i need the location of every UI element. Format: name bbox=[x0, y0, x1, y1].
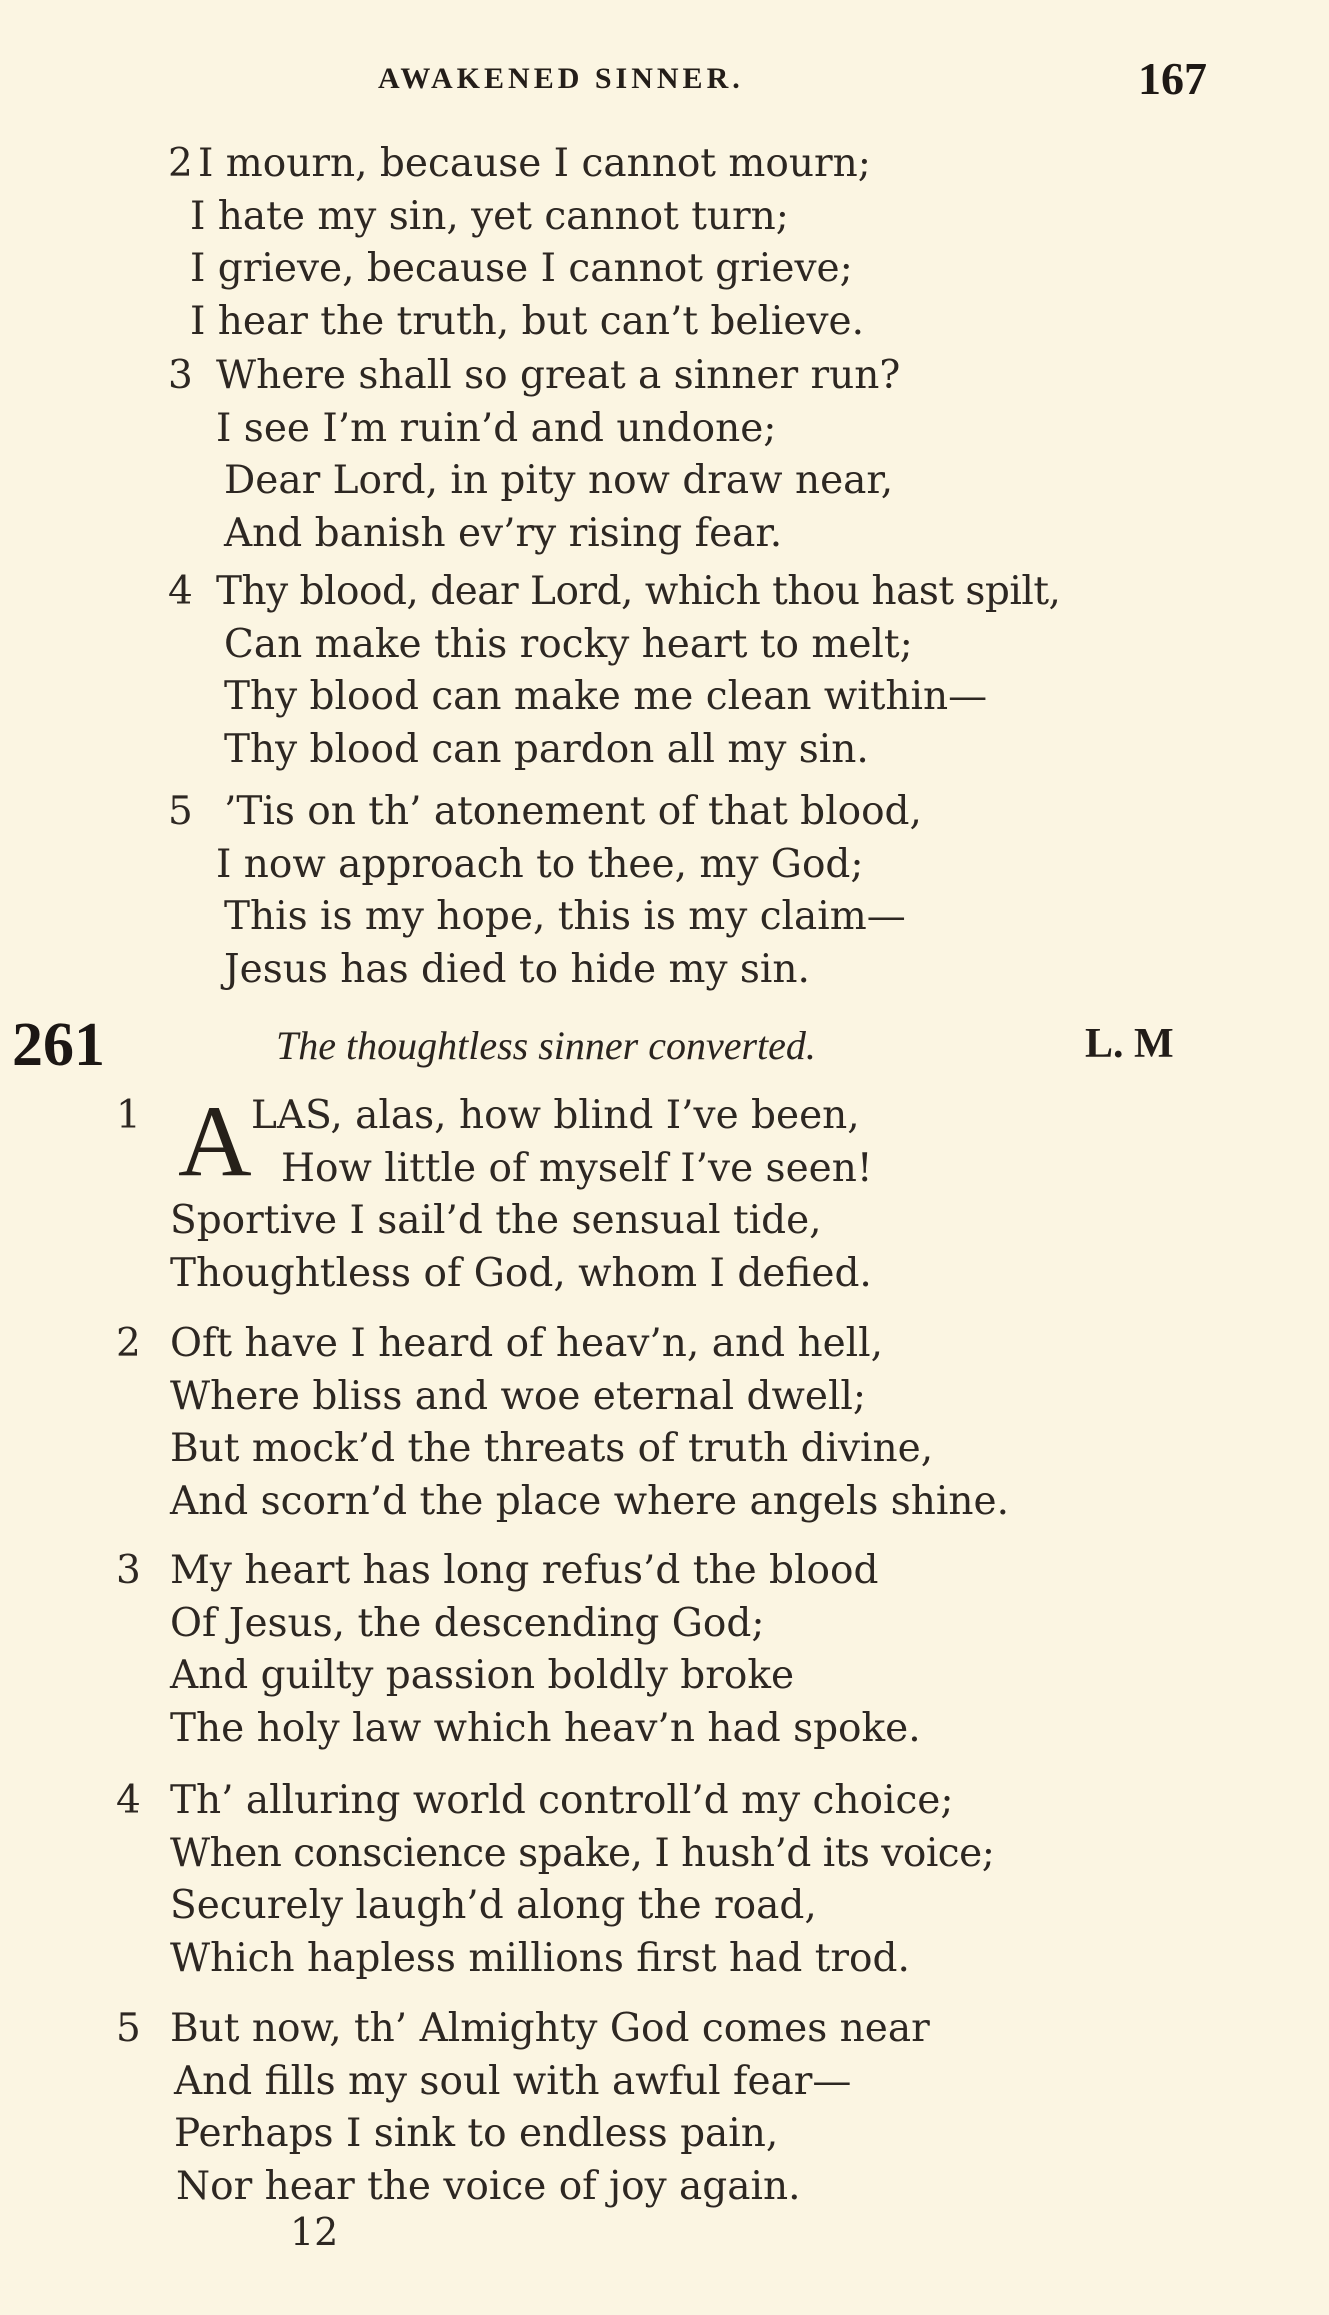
verse-line: Which hapless millions first had trod. bbox=[170, 1935, 910, 1981]
hymn-verse-1 bbox=[116, 1085, 1216, 1300]
drop-cap: A bbox=[178, 1085, 252, 1198]
verse-line: Perhaps I sink to endless pain, bbox=[174, 2111, 779, 2156]
verse-line: Where bliss and woe eternal dwell; bbox=[170, 1373, 867, 1419]
verse-line: Of Jesus, the descending God; bbox=[170, 1600, 765, 1646]
verse-line: How little of myself I’ve seen! bbox=[281, 1145, 873, 1191]
verse-line: The holy law which heav’n had spoke. bbox=[170, 1705, 921, 1751]
verse-line: But now, th’ Almighty God comes near bbox=[170, 2006, 930, 2051]
page-number: 167 bbox=[1138, 53, 1207, 104]
hymn-meter: L. M bbox=[1085, 1021, 1174, 1067]
hymn-verse-2 bbox=[116, 1318, 1296, 1528]
verse-line: And fills my soul with awful fear— bbox=[174, 2058, 852, 2104]
verse-line: When conscience spake, I hush’d its voice; bbox=[170, 1830, 995, 1876]
verse-line: And scorn’d the place where angels shine. bbox=[170, 1478, 1009, 1524]
hymn-verse-5 bbox=[116, 2003, 1296, 2213]
verse-line: Securely laugh’d along the road, bbox=[170, 1883, 817, 1928]
verse-line: My heart has long refus’d the blood bbox=[170, 1548, 879, 1593]
verse-line: This is my hope, this is my claim— bbox=[224, 894, 906, 939]
running-head: AWAKENED SINNER. bbox=[378, 62, 744, 95]
hymn-verse-3 bbox=[116, 1545, 1296, 1755]
verse-number: 2 bbox=[116, 1321, 141, 1366]
verse-line: Thy blood can make me clean within— bbox=[224, 674, 988, 719]
verse-line: Oft have I heard of heav’n, and hell, bbox=[170, 1321, 883, 1366]
previous-hymn-verse-4 bbox=[168, 566, 1288, 776]
verse-line: But mock’d the threats of truth divine, bbox=[170, 1426, 934, 1471]
verse-number: 3 bbox=[168, 353, 193, 398]
verse-line: Jesus has died to hide my sin. bbox=[224, 946, 810, 992]
verse-line: Th’ alluring world controll’d my choice; bbox=[170, 1778, 954, 1823]
hymn-verse-4 bbox=[116, 1775, 1316, 1985]
verse-line: ’Tis on th’ atonement of that blood, bbox=[224, 789, 922, 834]
verse-number: 5 bbox=[116, 2006, 141, 2051]
verse-line: Can make this rocky heart to melt; bbox=[224, 621, 913, 667]
verse-line: Nor hear the voice of joy again. bbox=[176, 2163, 801, 2209]
verse-number: 2 bbox=[168, 141, 193, 186]
hymn-title: The thoughtless sinner converted. bbox=[276, 1023, 816, 1068]
verse-line: I grieve, because I cannot grieve; bbox=[190, 246, 853, 291]
previous-hymn-verse-2 bbox=[168, 138, 1268, 348]
verse-number: 4 bbox=[116, 1778, 141, 1823]
verse-line: And guilty passion boldly broke bbox=[170, 1653, 795, 1698]
verse-line: I hate my sin, yet cannot turn; bbox=[190, 193, 789, 239]
verse-number: 5 bbox=[168, 789, 193, 834]
verse-number: 3 bbox=[116, 1548, 141, 1593]
previous-hymn-verse-3 bbox=[168, 350, 1268, 560]
verse-line: I now approach to thee, my God; bbox=[216, 841, 864, 887]
verse-line: Dear Lord, in pity now draw near, bbox=[224, 458, 894, 503]
verse-line: LAS, alas, how blind I’ve been, bbox=[251, 1093, 860, 1138]
verse-number: 1 bbox=[116, 1093, 141, 1138]
verse-line: And banish ev’ry rising fear. bbox=[224, 510, 783, 556]
hymn-heading bbox=[12, 1010, 1222, 1080]
verse-line: I hear the truth, but can’t believe. bbox=[190, 298, 864, 344]
verse-line: Thy blood, dear Lord, which thou hast spilt, bbox=[216, 569, 1061, 614]
hymn-number: 261 bbox=[12, 1011, 105, 1079]
verse-line: I see I’m ruin’d and undone; bbox=[216, 405, 777, 451]
verse-line: Sportive I sail’d the sensual tide, bbox=[170, 1198, 822, 1243]
verse-number: 4 bbox=[168, 569, 193, 614]
verse-line: Thy blood can pardon all my sin. bbox=[224, 726, 869, 772]
signature-mark: 12 bbox=[290, 2210, 339, 2254]
verse-line: I mourn, because I cannot mourn; bbox=[198, 141, 871, 186]
verse-line: Thoughtless of God, whom I defied. bbox=[170, 1250, 872, 1296]
previous-hymn-verse-5 bbox=[168, 786, 1268, 996]
verse-line: Where shall so great a sinner run? bbox=[216, 353, 901, 398]
